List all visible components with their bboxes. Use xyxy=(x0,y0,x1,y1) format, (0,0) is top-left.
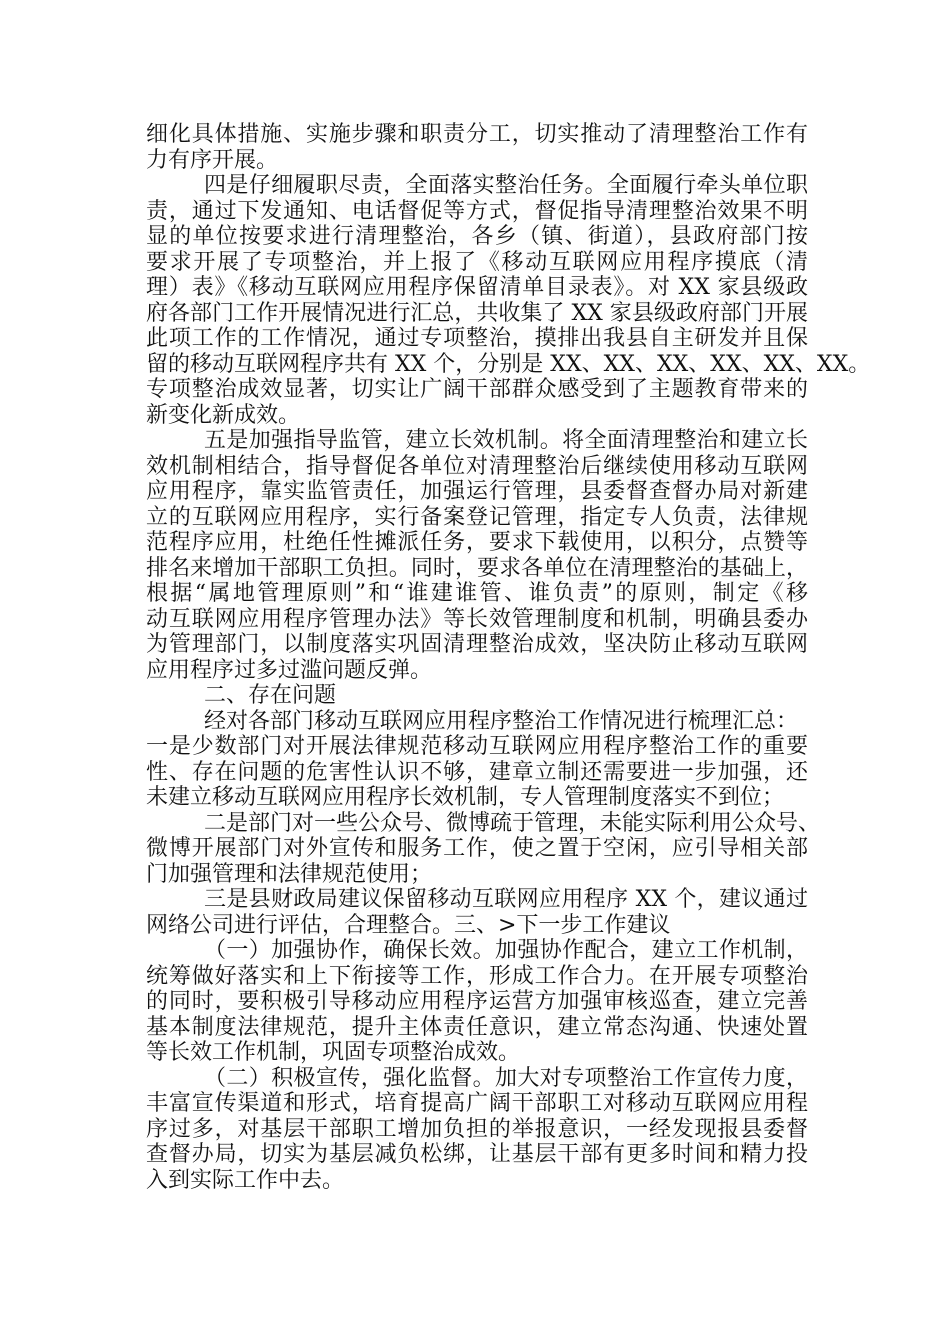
text-line: 力有序开展。 xyxy=(146,147,279,173)
text-line: 效机制相结合，指导督促各单位对清理整治后继续使用移动互联网 xyxy=(146,453,808,479)
text-line: 此项工作的工作情况，通过专项整治，摸排出我县自主研发并且保 xyxy=(146,326,808,351)
text-line: 基本制度法律规范，提升主体责任意识，建立常态沟通、快速处置 xyxy=(146,1014,808,1040)
text-line: 网络公司进行评估，合理整合。三、>下一步工作建议 xyxy=(146,912,671,938)
text-line: 范程序应用，杜绝任性摊派任务，要求下载使用，以积分，点赞等 xyxy=(146,530,808,555)
document-body xyxy=(146,122,871,1193)
text-line: 要求开展了专项整治，并上报了《移动互联网应用程序摸底（清 xyxy=(146,249,808,275)
text-line: 三是县财政局建议保留移动互联网应用程序 XX 个，建议通过 xyxy=(204,887,808,912)
text-line: 应用程序，靠实监管责任，加强运行管理，县委督查督办局对新建 xyxy=(146,479,808,504)
text-line: （一）加强协作，确保长效。加强协作配合，建立工作机制， xyxy=(204,938,808,963)
text-line: 一是少数部门对开展法律规范移动互联网应用程序整治工作的重要 xyxy=(146,734,808,759)
text-line: 序过多，对基层干部职工增加负担的举报意识，一经发现报县委督 xyxy=(146,1116,808,1142)
text-line: 五是加强指导监管，建立长效机制。将全面清理整治和建立长 xyxy=(204,428,808,453)
text-line: 责，通过下发通知、电话督促等方式，督促指导清理整治效果不明 xyxy=(146,198,808,224)
text-line: 二是部门对一些公众号、微博疏于管理，未能实际利用公众号、 xyxy=(204,810,821,836)
text-line: 性、存在问题的危害性认识不够，建章立制还需要进一步加强，还 xyxy=(146,759,808,785)
text-line: （二）积极宣传，强化监督。加大对专项整治工作宣传力度， xyxy=(204,1065,808,1091)
text-line: 府各部门工作开展情况进行汇总，共收集了 XX 家县级政府部门开展 xyxy=(146,300,808,326)
text-line: 等长效工作机制，巩固专项整治成效。 xyxy=(146,1040,521,1065)
text-line: 二、存在问题 xyxy=(204,683,337,708)
text-line: 立的互联网应用程序，实行备案登记管理，指定专人负责，法律规 xyxy=(146,504,808,530)
text-line: 查督办局，切实为基层减负松绑，让基层干部有更多时间和精力投 xyxy=(146,1142,808,1167)
text-line: 丰富宣传渠道和形式，培育提高广阔干部职工对移动互联网应用程 xyxy=(146,1091,808,1116)
text-line: 排名来增加干部职工负担。同时，要求各单位在清理整治的基础上， xyxy=(146,555,808,581)
text-line: 为管理部门，以制度落实巩固清理整治成效，坚决防止移动互联网 xyxy=(146,632,808,657)
text-line: 细化具体措施、实施步骤和职责分工，切实推动了清理整治工作有 xyxy=(146,122,808,147)
text-line: 的同时，要积极引导移动应用程序运营方加强审核巡查，建立完善 xyxy=(146,989,808,1014)
text-line: 根据“属地管理原则”和“谁建谁管、谁负责”的原则，制定《移 xyxy=(146,581,808,606)
text-line: 显的单位按要求进行清理整治，各乡（镇、街道），县政府部门按 xyxy=(146,224,808,249)
text-line: 理）表》《移动互联网应用程序保留清单目录表》。对 XX 家县级政 xyxy=(146,275,808,300)
text-line: 经对各部门移动互联网应用程序整治工作情况进行梳理汇总： xyxy=(204,708,799,734)
text-line: 统筹做好落实和上下衔接等工作，形成工作合力。在开展专项整治 xyxy=(146,963,808,989)
text-line: 动互联网应用程序管理办法》等长效管理制度和机制，明确县委办 xyxy=(146,606,808,632)
text-line: 微博开展部门对外宣传和服务工作，使之置于空闲，应引导相关部 xyxy=(146,836,808,861)
text-line: 新变化新成效。 xyxy=(146,402,301,428)
text-line: 入到实际工作中去。 xyxy=(146,1167,345,1193)
text-line: 留的移动互联网程序共有 XX 个，分别是 XX、XX、XX、XX、XX、XX。 xyxy=(146,351,871,377)
text-line: 专项整治成效显著，切实让广阔干部群众感受到了主题教育带来的 xyxy=(146,377,808,402)
text-line: 四是仔细履职尽责，全面落实整治任务。全面履行牵头单位职 xyxy=(204,173,808,198)
text-line: 未建立移动互联网应用程序长效机制，专人管理制度落实不到位； xyxy=(146,785,785,810)
text-line: 门加强管理和法律规范使用； xyxy=(146,861,433,887)
text-line: 应用程序过多过滥问题反弹。 xyxy=(146,657,433,683)
